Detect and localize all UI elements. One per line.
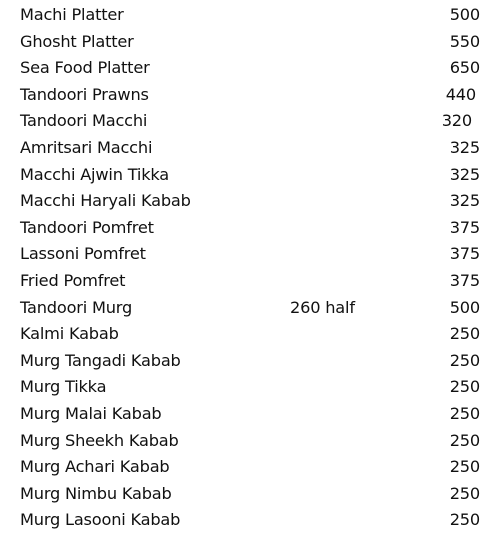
menu-item-name: Murg Tangadi Kabab	[20, 350, 181, 370]
menu-item	[0, 55, 500, 82]
menu-item-price: 250	[449, 483, 480, 503]
menu-item-name: Murg Nimbu Kabab	[20, 483, 172, 503]
menu-item-price: 375	[449, 217, 480, 237]
menu-item	[0, 481, 500, 508]
menu-item-name: Macchi Ajwin Tikka	[20, 164, 169, 184]
menu-item-price: 650	[449, 58, 480, 78]
menu-item-price: 250	[449, 324, 480, 344]
menu-item	[0, 135, 500, 162]
menu-item-price: 250	[449, 350, 480, 370]
menu-item-name: Murg Achari Kabab	[20, 457, 170, 477]
menu-price-list	[0, 2, 500, 534]
menu-item-price: 375	[449, 270, 480, 290]
menu-item	[0, 428, 500, 455]
menu-item	[0, 215, 500, 242]
menu-item	[0, 268, 500, 295]
menu-item-name: Murg Malai Kabab	[20, 403, 162, 423]
menu-item	[0, 162, 500, 189]
menu-item-name: Tandoori Murg	[20, 297, 133, 317]
menu-item-price: 250	[449, 510, 480, 530]
menu-item	[0, 348, 500, 375]
menu-item	[0, 108, 500, 135]
menu-item-price: 440	[445, 84, 476, 104]
menu-item-name: Fried Pomfret	[20, 270, 126, 290]
menu-item	[0, 295, 500, 322]
menu-item-price: 250	[449, 430, 480, 450]
menu-item	[0, 241, 500, 268]
menu-item-price: 325	[449, 164, 480, 184]
menu-item	[0, 2, 500, 29]
menu-item	[0, 507, 500, 534]
menu-item-price: 500	[449, 5, 480, 24]
menu-item-price: 250	[449, 403, 480, 423]
menu-item-name: Machi Platter	[20, 5, 124, 24]
menu-item	[0, 321, 500, 348]
menu-item	[0, 401, 500, 428]
menu-item	[0, 454, 500, 481]
menu-item-name: Kalmi Kabab	[20, 324, 119, 344]
menu-item-price: 550	[449, 31, 480, 51]
menu-item-name: Tandoori Macchi	[20, 111, 148, 131]
menu-item-price: 325	[449, 191, 480, 211]
menu-item	[0, 188, 500, 215]
menu-item-price: 250	[449, 457, 480, 477]
menu-item-name: Murg Lasooni Kabab	[20, 510, 181, 530]
menu-item-price: 375	[449, 244, 480, 264]
menu-item-price: 500	[449, 297, 480, 317]
menu-item-price: 320	[441, 111, 472, 131]
menu-item-half-price-note: 260 half	[290, 297, 355, 317]
menu-item	[0, 374, 500, 401]
menu-item-name: Lassoni Pomfret	[20, 244, 146, 264]
menu-item	[0, 82, 500, 109]
menu-item-price: 250	[449, 377, 480, 397]
menu-item-name: Murg Tikka	[20, 377, 107, 397]
menu-item-name: Ghosht Platter	[20, 31, 134, 51]
menu-item-name: Sea Food Platter	[20, 58, 150, 78]
menu-item-name: Macchi Haryali Kabab	[20, 191, 191, 211]
menu-item-name: Murg Sheekh Kabab	[20, 430, 179, 450]
menu-item-price: 325	[449, 137, 480, 157]
menu-item-name: Amritsari Macchi	[20, 137, 153, 157]
menu-item-name: Tandoori Pomfret	[20, 217, 154, 237]
menu-item	[0, 29, 500, 56]
menu-item-name: Tandoori Prawns	[20, 84, 149, 104]
